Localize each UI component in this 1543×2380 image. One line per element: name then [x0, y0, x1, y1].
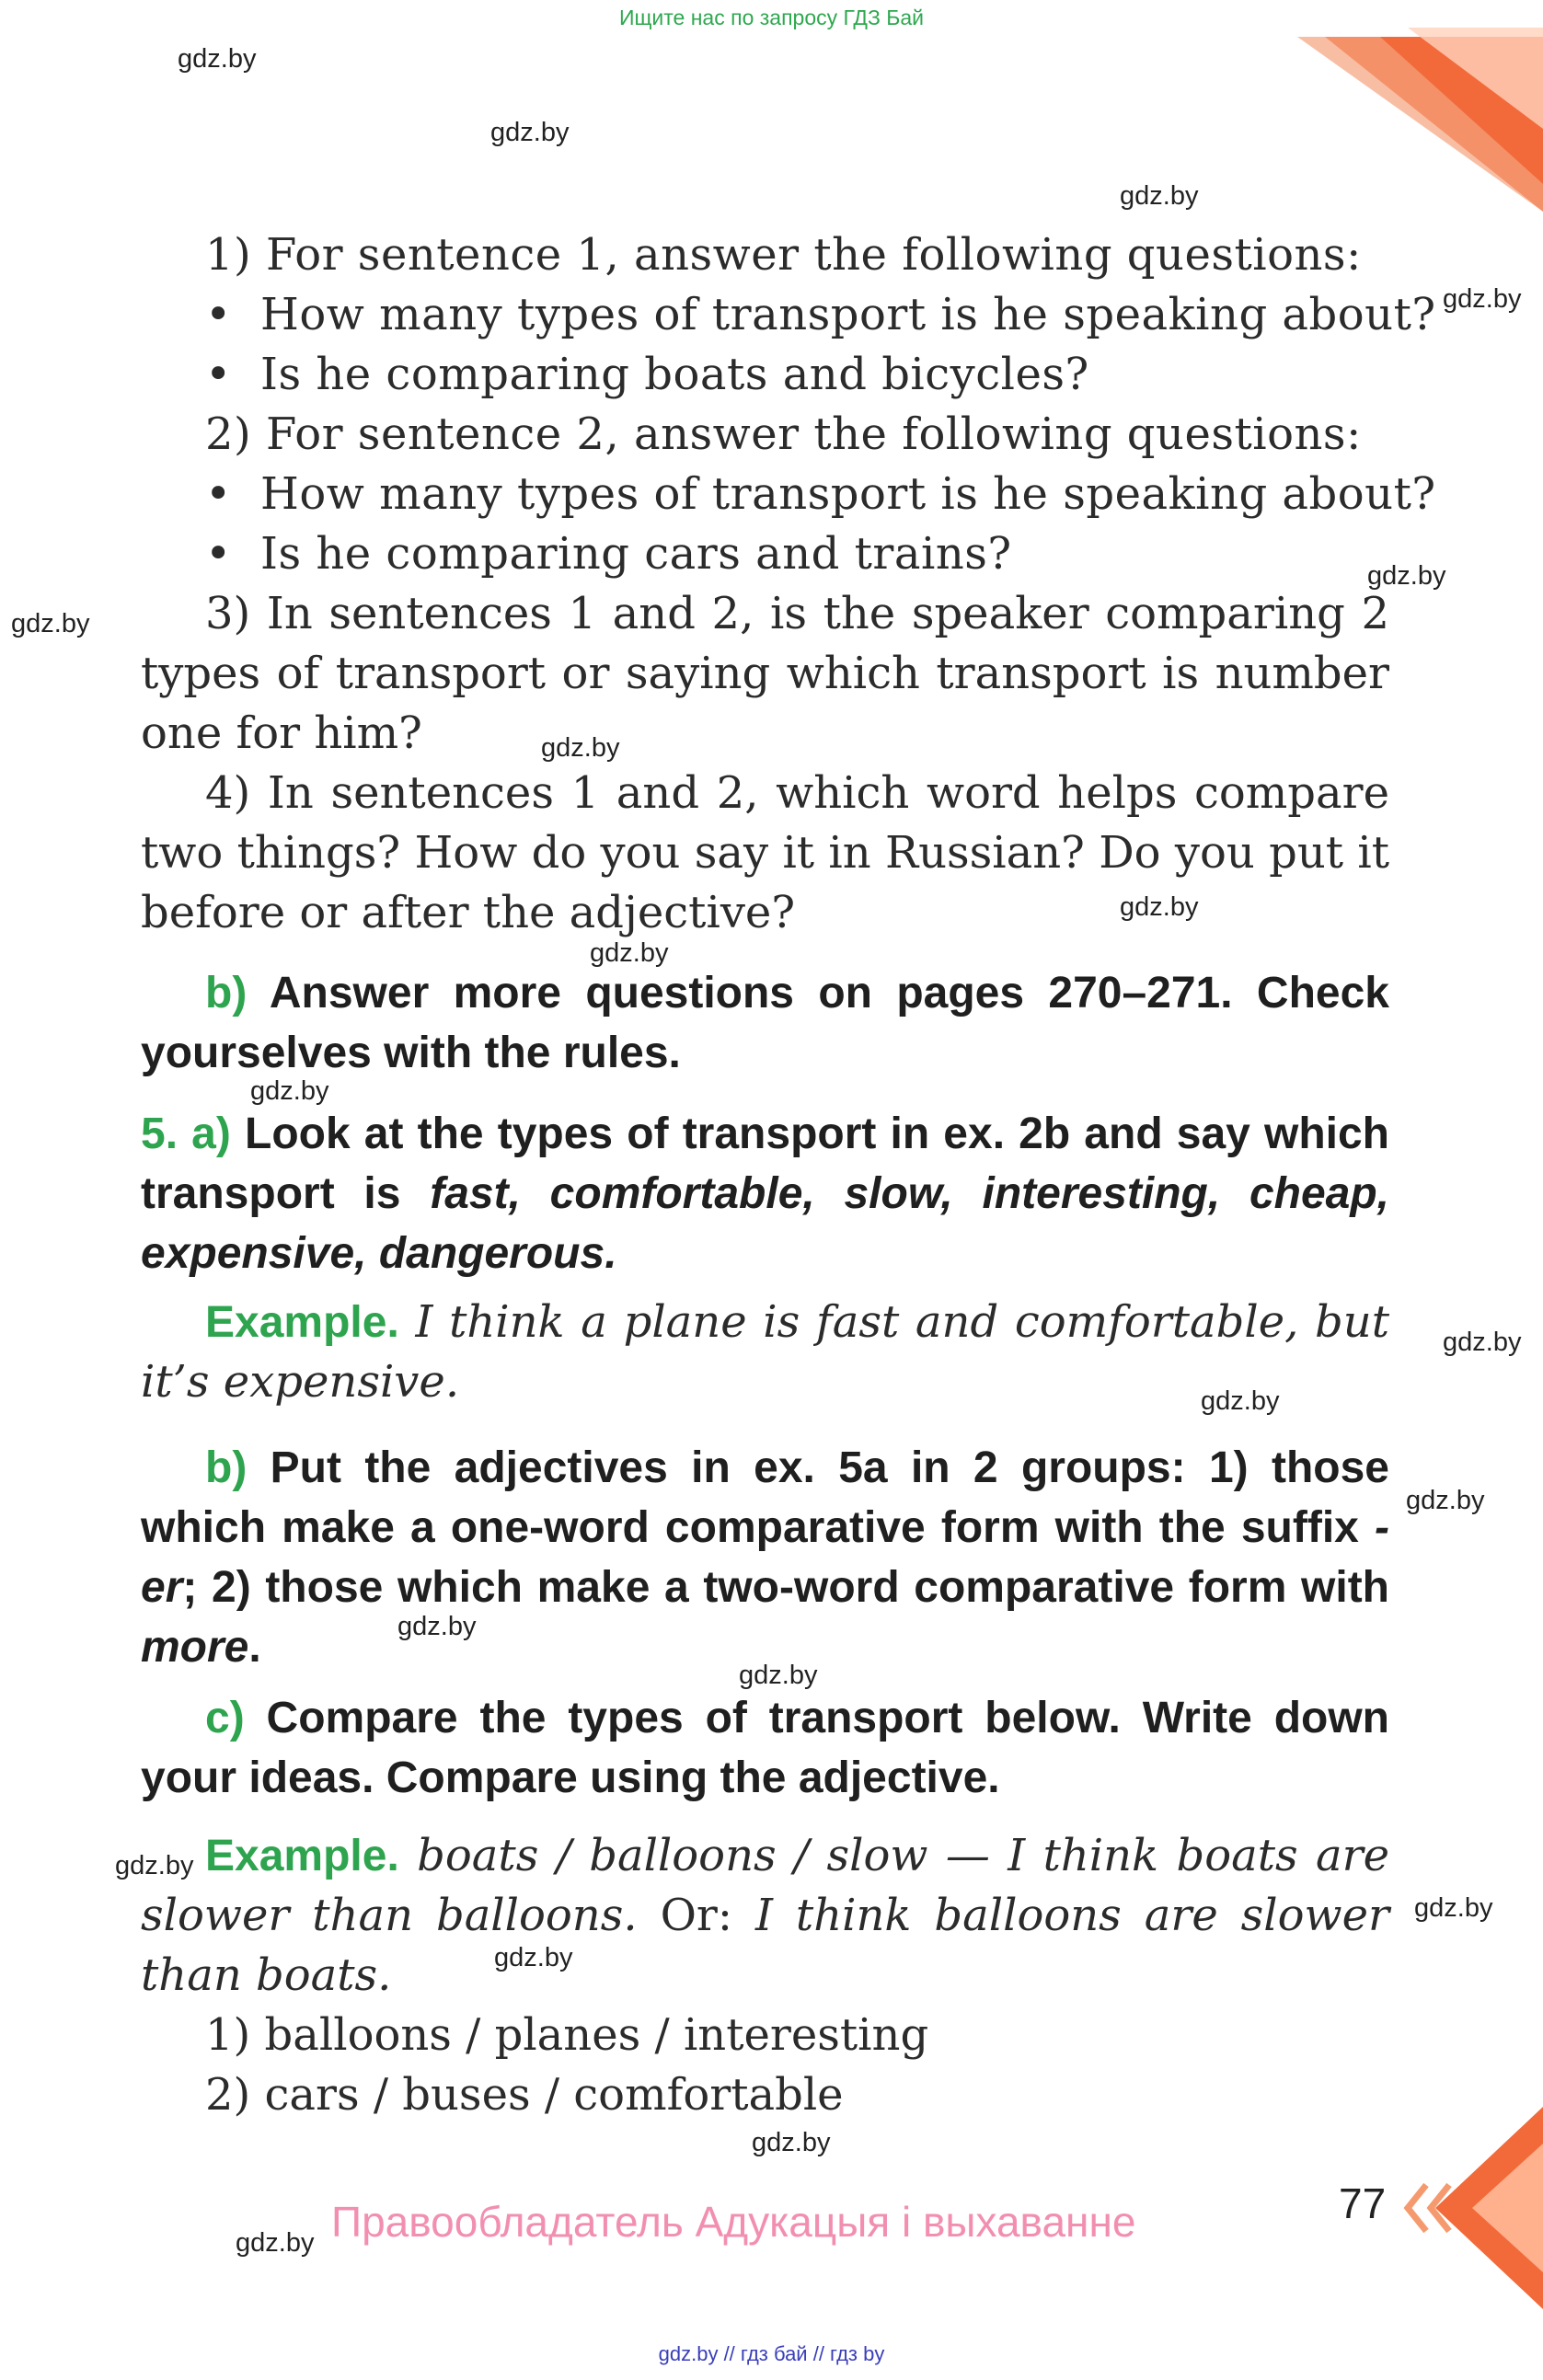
example-5c [141, 1826, 1389, 2006]
watermark: gdz.by [178, 44, 257, 74]
list-item-1: 1) balloons / planes / interesting [205, 2009, 929, 2061]
question-3 [141, 584, 1389, 764]
exercise-5c-text: Compare the types of transport below. Write down your ideas. Compare using the adjective. [141, 1694, 1389, 1802]
watermark: gdz.by [590, 938, 669, 968]
watermark: gdz.by [1443, 284, 1522, 314]
example-5a-text: I think a plane is fast and comfortable, but it’s expensive. [141, 1296, 1389, 1408]
task-b-label: b) [205, 969, 248, 1018]
watermark: gdz.by [1414, 1893, 1493, 1923]
watermark: gdz.by [11, 609, 90, 638]
corner-decoration-top [1270, 28, 1543, 212]
bullet-icon: • [205, 468, 232, 520]
bullet-icon: • [205, 349, 232, 400]
watermark: gdz.by [490, 118, 570, 147]
exercise-5b-end: . [248, 1623, 261, 1672]
question-1-bullet-2: Is he comparing boats and bicycles? [260, 349, 1089, 400]
watermark: gdz.by [1406, 1486, 1485, 1515]
question-3-text: 3) In sentences 1 and 2, is the speaker comparing 2 types of transport or saying which transport is number one for him? [141, 588, 1389, 759]
top-banner[interactable]: Ищите нас по запросу ГДЗ Бай [618, 6, 925, 29]
example-5c-text-a: boats / balloons / slow — I think boats are slower than balloons. [141, 1830, 1389, 1941]
task-b [141, 963, 1389, 1083]
bullet-icon: • [205, 528, 232, 580]
exercise-5a [141, 1104, 1389, 1283]
question-2-bullet-2: Is he comparing cars and trains? [260, 528, 1012, 580]
exercise-5a-text: Look at the types of transport in ex. 2b and say which transport is [141, 1110, 1389, 1218]
exercise-5b-more: more [141, 1623, 249, 1672]
watermark: gdz.by [752, 2128, 831, 2157]
question-2-bullet-1: How many types of transport is he speaking about? [260, 468, 1436, 520]
watermark: gdz.by [739, 1661, 818, 1690]
exercise-5b-suffix: -er [141, 1503, 1389, 1612]
task-b-text: Answer more questions on pages 270–271. Check yourselves with the rules. [141, 969, 1389, 1077]
watermark: gdz.by [250, 1076, 329, 1106]
watermark: gdz.by [1201, 1386, 1280, 1416]
example-5c-or: Or: [637, 1890, 755, 1941]
example-5c-text-b: I think balloons are slower than boats. [141, 1890, 1389, 2001]
watermark: gdz.by [494, 1943, 573, 1972]
exercise-5b-text-2: ; 2) those which make a two-word comparative form with [182, 1563, 1389, 1612]
exercise-5b-text-1: Put the adjectives in ex. 5a in 2 groups: 1) those which make a one-word comparative form with the suffix [141, 1443, 1389, 1552]
exercise-5c-label: c) [205, 1694, 245, 1742]
bottom-links[interactable]: gdz.by // гдз бай // гдз by [658, 2342, 885, 2365]
question-4 [141, 764, 1389, 943]
question-4-text: 4) In sentences 1 and 2, which word helps compare two things? How do you say it in Russian? Do you put it before or after the adjective? [141, 767, 1389, 938]
question-1-bullet-1: How many types of transport is he speaking about? [260, 289, 1436, 340]
watermark: gdz.by [541, 733, 620, 763]
copyright-footer: Правообладатель Адукацыя і выхаванне [331, 2198, 1136, 2246]
example-label: Example. [205, 1298, 399, 1347]
watermark: gdz.by [115, 1851, 194, 1880]
exercise-5c [141, 1688, 1389, 1808]
example-5a [141, 1293, 1389, 1412]
page-number: 77 [1339, 2179, 1387, 2227]
watermark: gdz.by [236, 2228, 315, 2258]
example-label: Example. [205, 1832, 399, 1880]
exercise-5b [141, 1438, 1389, 1677]
exercise-5b-label: b) [205, 1443, 248, 1492]
list-item-2: 2) cars / buses / comfortable [205, 2069, 844, 2121]
watermark: gdz.by [397, 1612, 477, 1641]
watermark: gdz.by [1120, 181, 1199, 211]
question-2-intro: 2) For sentence 2, answer the following questions: [205, 408, 1362, 460]
exercise-5a-label: a) [191, 1110, 231, 1158]
exercise-5a-adjectives: fast, comfortable, slow, interesting, cheap, expensive, dangerous. [141, 1169, 1390, 1278]
watermark: gdz.by [1367, 561, 1446, 591]
corner-decoration-bottom [1399, 2107, 1543, 2309]
watermark: gdz.by [1443, 1328, 1522, 1357]
exercise-number: 5. [141, 1110, 178, 1158]
watermark: gdz.by [1120, 892, 1199, 922]
question-1-intro: 1) For sentence 1, answer the following questions: [205, 229, 1362, 281]
bullet-icon: • [205, 289, 232, 340]
